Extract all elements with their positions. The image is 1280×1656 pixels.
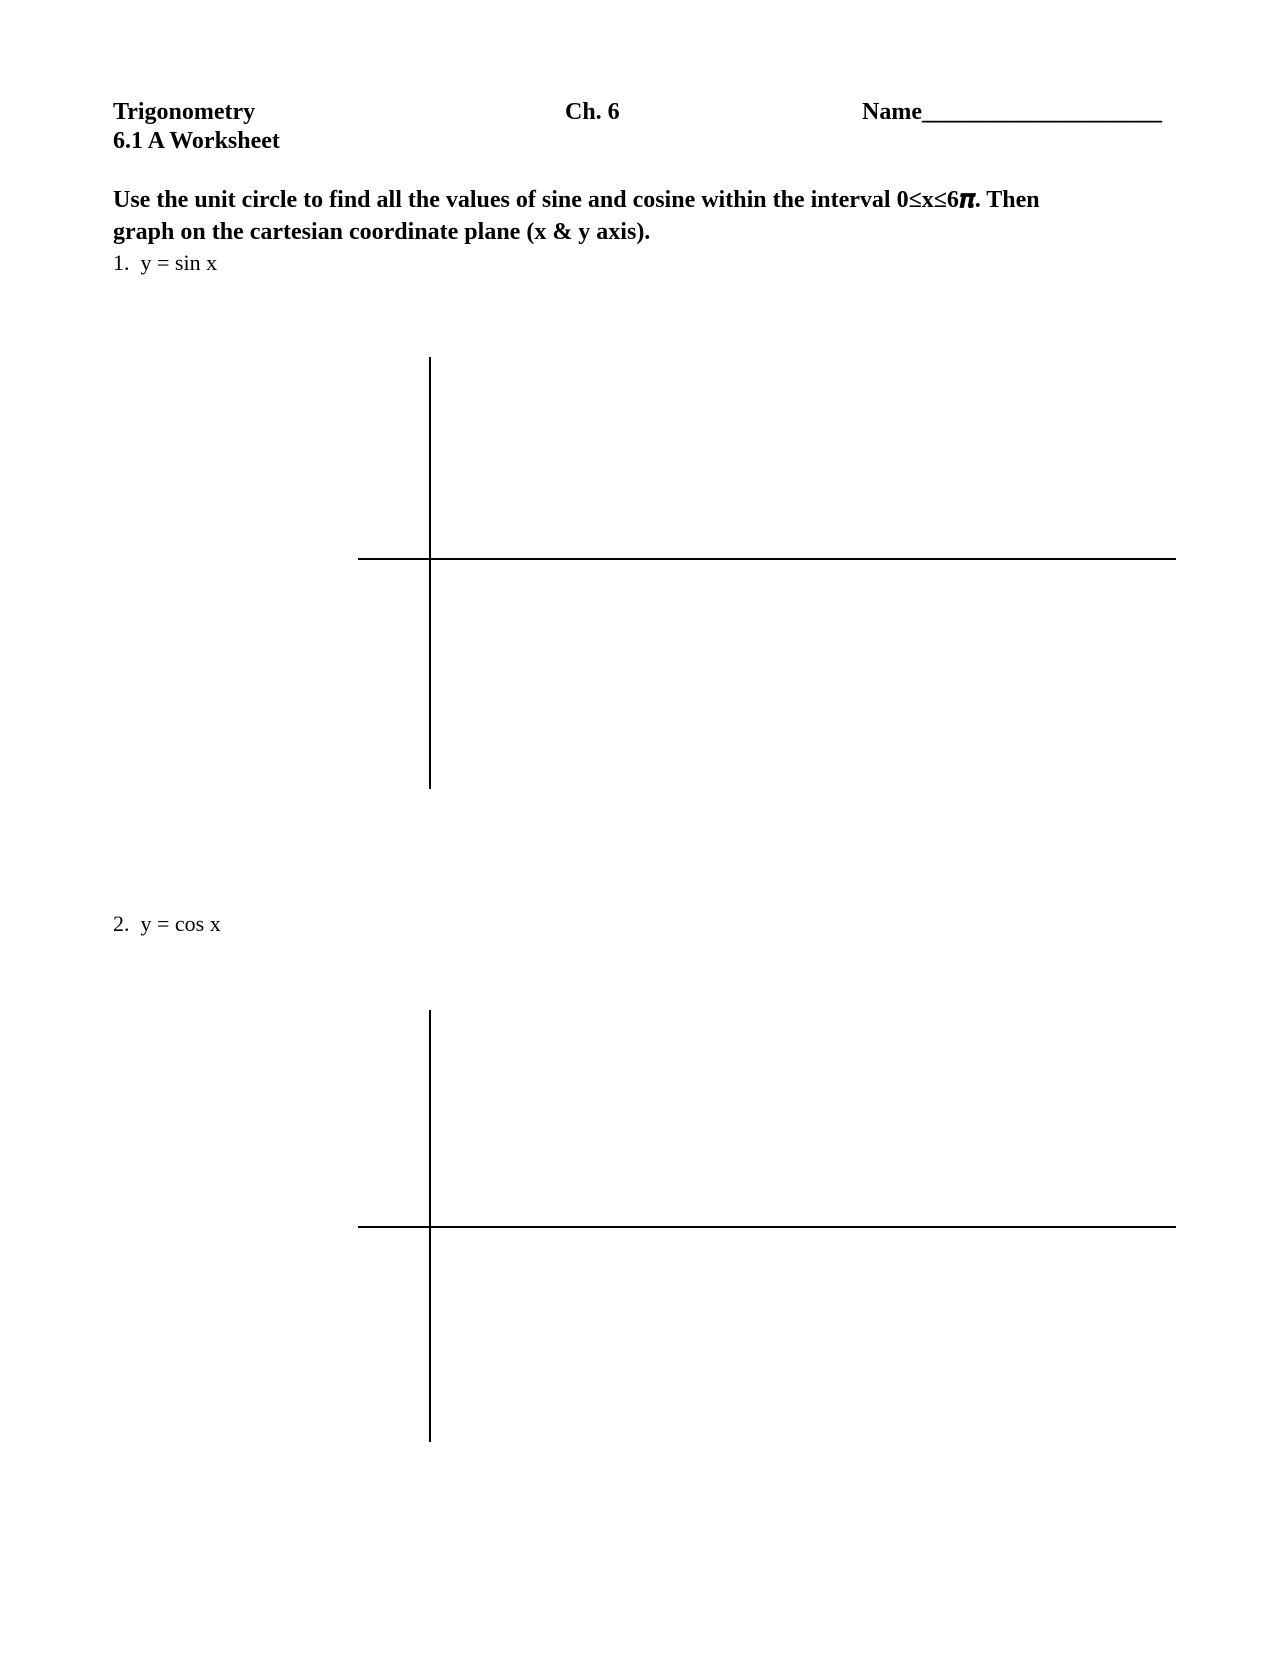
instructions-line1: Use the unit circle to find all the values of sine and cosine within the interval	[113, 187, 891, 213]
problem-2-label	[113, 911, 221, 937]
graph-2-x-axis	[358, 1226, 1176, 1228]
interval-expression: 0≤x≤6𝝅	[896, 187, 975, 213]
name-blank: ____________________	[921, 99, 1162, 125]
instructions	[113, 184, 1173, 248]
problem-equation: y = cos x	[140, 911, 221, 936]
problem-equation: y = sin x	[140, 250, 218, 275]
problem-number: 1.	[113, 250, 130, 275]
problem-1-label	[113, 250, 217, 276]
instructions-line1-end: . Then	[974, 187, 1040, 213]
course-title: Trigonometry	[113, 99, 256, 125]
name-label: Name	[862, 99, 922, 125]
worksheet-title: 6.1 A Worksheet	[113, 128, 280, 154]
graph-1-y-axis	[429, 357, 431, 789]
graph-1-x-axis	[358, 558, 1176, 560]
instructions-line2: graph on the cartesian coordinate plane (x & y axis).	[113, 219, 651, 245]
chapter-label: Ch. 6	[565, 99, 620, 125]
problem-number: 2.	[113, 911, 130, 936]
name-field[interactable]	[862, 98, 1162, 126]
